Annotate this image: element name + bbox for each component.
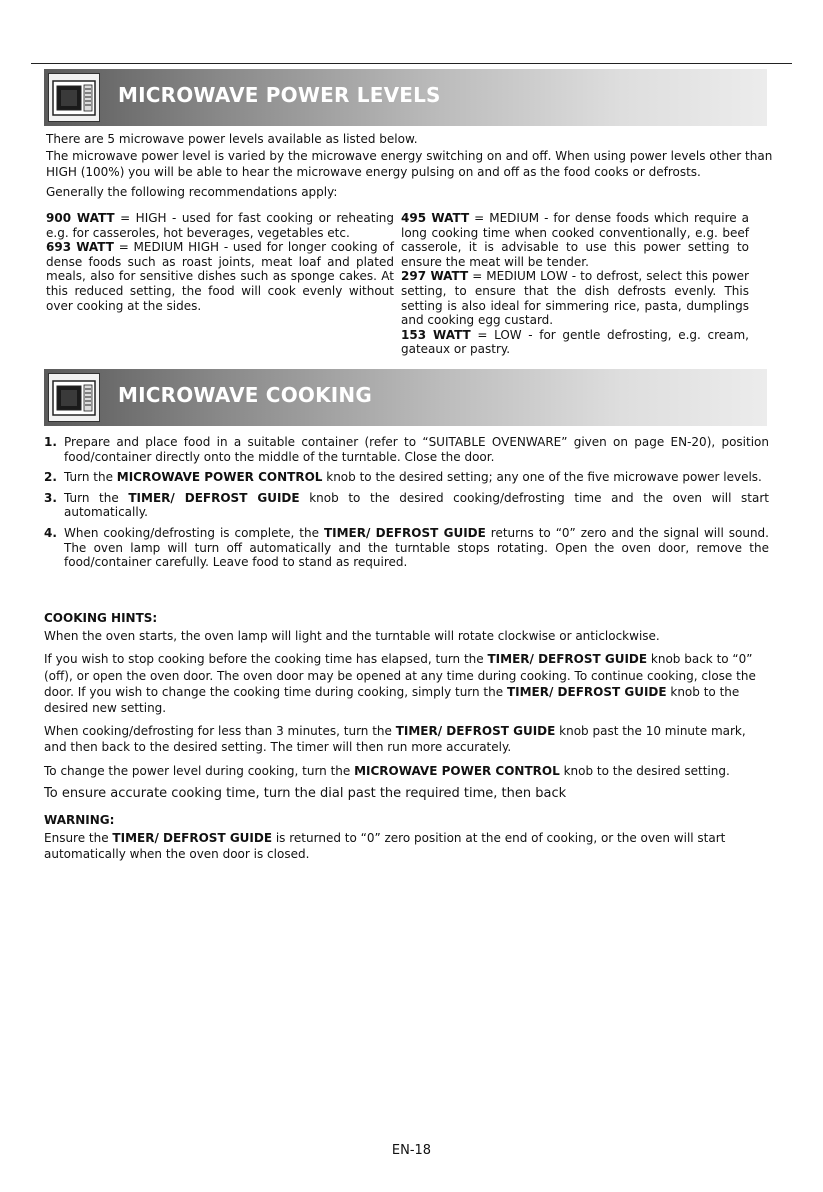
hint-4: To change the power level during cooking, turn the MICROWAVE POWER CONTROL knob to the desired setting. bbox=[44, 763, 730, 778]
microwave-icon bbox=[48, 373, 100, 422]
power-level-153: 153 WATT = LOW - for gentle defrosting, e.g. cream, gateaux or pastry. bbox=[401, 327, 749, 357]
hint-3: When cooking/defrosting for less than 3 minutes, turn the TIMER/ DEFROST GUIDE knob past the 10 minute mark, and then back to the desired setting. The timer will then run more accurately. bbox=[44, 724, 746, 755]
microwave-icon bbox=[48, 73, 100, 122]
top-rule bbox=[31, 63, 792, 64]
cooking-hints-heading: COOKING HINTS: bbox=[44, 611, 158, 625]
power-levels-left-column bbox=[46, 211, 394, 313]
hint-2: If you wish to stop cooking before the cooking time has elapsed, turn the TIMER/ DEFROST GUIDE knob back to “0” (off), or open the oven door. The oven door may be opened at any time during cooking. To continue cooking, close the door. If you wish to change the cooking time during cooking, simply turn the TIMER/ DEFROST GUIDE knob to the desired new setting. bbox=[44, 652, 756, 716]
cooking-steps bbox=[44, 435, 769, 576]
power-level-495: 495 WATT = MEDIUM - for dense foods which require a long cooking time when cooked conventionally, e.g. beef casserole, it is advisable to use this power setting to ensure the meat will be tender. bbox=[401, 211, 749, 269]
power-levels-right-column bbox=[401, 211, 749, 357]
step-2: 2. Turn the MICROWAVE POWER CONTROL knob to the desired setting; any one of the five microwave power levels. bbox=[44, 470, 762, 485]
section-title: MICROWAVE POWER LEVELS bbox=[118, 83, 441, 107]
warning-text: Ensure the TIMER/ DEFROST GUIDE is returned to “0” zero position at the end of cooking, or the oven will start automatically when the oven door is closed. bbox=[44, 831, 726, 862]
intro-text bbox=[46, 131, 776, 200]
section-header-power-levels bbox=[44, 69, 767, 126]
warning-heading: WARNING: bbox=[44, 813, 115, 828]
page-number: EN-18 bbox=[391, 1143, 432, 1158]
cooking-hints bbox=[44, 610, 772, 870]
step-1: 1. Prepare and place food in a suitable container (refer to “SUITABLE OVENWARE” given on page EN-20), position food/container directly onto the middle of the turntable. Close the door. bbox=[44, 435, 769, 464]
section-title: MICROWAVE COOKING bbox=[118, 383, 372, 407]
intro-line-1: There are 5 microwave power levels available as listed below. bbox=[46, 132, 418, 146]
hint-1: When the oven starts, the oven lamp will light and the turntable will rotate clockwise or anticlockwise. bbox=[44, 629, 660, 644]
power-level-900: 900 WATT = HIGH - used for fast cooking or reheating e.g. for casseroles, hot beverages, vegetables etc. bbox=[46, 211, 394, 240]
intro-line-2: The microwave power level is varied by the microwave energy switching on and off. When using power levels other than HIGH (100%) you will be able to hear the microwave energy pulsing on and off as the food cooks or defrosts. bbox=[46, 148, 773, 179]
step-3: 3. Turn the TIMER/ DEFROST GUIDE knob to the desired cooking/defrosting time and the oven will start automatically. bbox=[44, 490, 770, 520]
intro-line-3: Generally the following recommendations apply: bbox=[46, 184, 338, 199]
hint-5: To ensure accurate cooking time, turn the dial past the required time, then back bbox=[44, 785, 567, 801]
step-4: 4. When cooking/defrosting is complete, the TIMER/ DEFROST GUIDE returns to “0” zero and the signal will sound. The oven lamp will turn off automatically and the turntable stops rotating. Open the oven door, remove the food/container carefully. Leave food to stand as required. bbox=[44, 525, 769, 570]
power-level-693: 693 WATT = MEDIUM HIGH - used for longer cooking of dense foods such as roast joints, meat loaf and plated meals, also for sensitive dishes such as sponge cakes. At this reduced setting, the food will cook evenly without over cooking at the sides. bbox=[46, 240, 394, 313]
power-level-297: 297 WATT = MEDIUM LOW - to defrost, select this power setting, to ensure that the dish defrosts evenly. This setting is also ideal for simmering rice, pasta, dumplings and cooking egg custard. bbox=[401, 269, 749, 328]
section-header-cooking bbox=[44, 369, 767, 426]
